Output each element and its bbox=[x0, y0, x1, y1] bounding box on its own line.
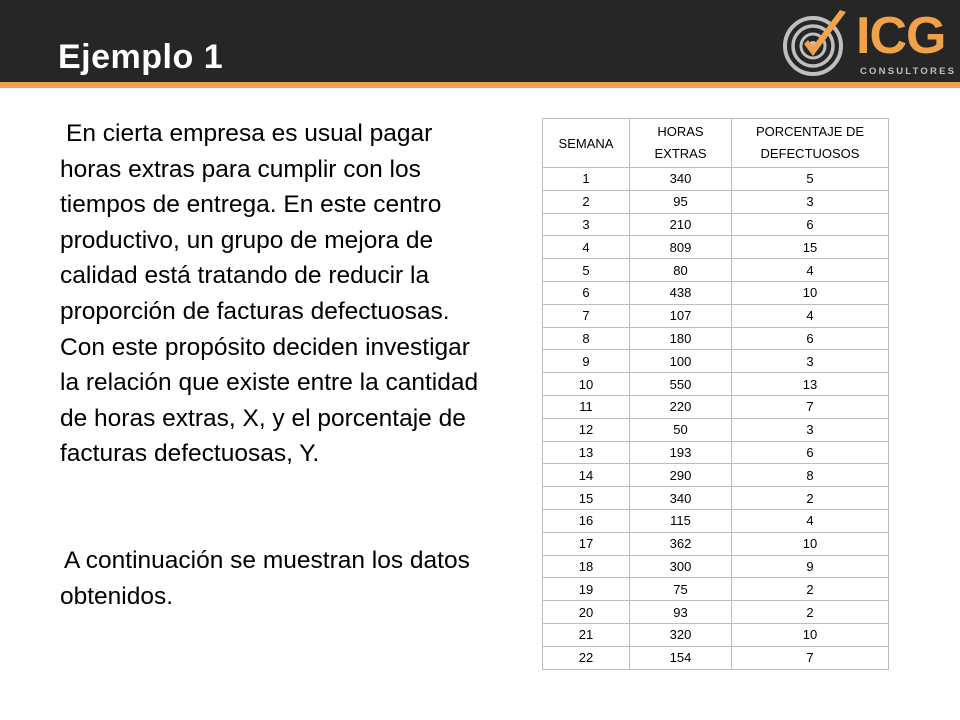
cell-week: 5 bbox=[543, 259, 630, 282]
header-overtime bbox=[630, 119, 732, 168]
table-row bbox=[543, 236, 889, 259]
paragraph-data-intro: A continuación se muestran los datos obtenidos. bbox=[60, 546, 470, 610]
table-row bbox=[543, 578, 889, 601]
table-row bbox=[543, 395, 889, 418]
cell-defects: 10 bbox=[732, 623, 889, 646]
cell-overtime: 93 bbox=[630, 601, 732, 624]
cell-defects: 5 bbox=[732, 168, 889, 191]
data-table-wrapper bbox=[542, 118, 889, 670]
body-text bbox=[60, 116, 490, 614]
table-row bbox=[543, 532, 889, 555]
cell-defects: 7 bbox=[732, 395, 889, 418]
cell-week: 7 bbox=[543, 304, 630, 327]
cell-defects: 3 bbox=[732, 190, 889, 213]
table-row bbox=[543, 601, 889, 624]
table-row bbox=[543, 646, 889, 669]
cell-defects: 4 bbox=[732, 259, 889, 282]
logo-letters: ICG bbox=[856, 7, 946, 65]
cell-defects: 3 bbox=[732, 350, 889, 373]
table-row bbox=[543, 441, 889, 464]
cell-week: 12 bbox=[543, 418, 630, 441]
header-overtime-line1: HORAS bbox=[657, 124, 704, 139]
table-row bbox=[543, 213, 889, 236]
cell-overtime: 80 bbox=[630, 259, 732, 282]
cell-overtime: 154 bbox=[630, 646, 732, 669]
cell-overtime: 95 bbox=[630, 190, 732, 213]
cell-overtime: 107 bbox=[630, 304, 732, 327]
cell-overtime: 340 bbox=[630, 487, 732, 510]
table-row bbox=[543, 418, 889, 441]
cell-overtime: 340 bbox=[630, 168, 732, 191]
table-row bbox=[543, 487, 889, 510]
cell-week: 20 bbox=[543, 601, 630, 624]
cell-overtime: 75 bbox=[630, 578, 732, 601]
cell-defects: 6 bbox=[732, 327, 889, 350]
cell-overtime: 550 bbox=[630, 373, 732, 396]
cell-week: 18 bbox=[543, 555, 630, 578]
table-row bbox=[543, 350, 889, 373]
cell-week: 21 bbox=[543, 623, 630, 646]
cell-overtime: 210 bbox=[630, 213, 732, 236]
cell-defects: 2 bbox=[732, 578, 889, 601]
slide-title: Ejemplo 1 bbox=[58, 38, 224, 76]
table-row bbox=[543, 281, 889, 304]
cell-defects: 4 bbox=[732, 304, 889, 327]
cell-week: 9 bbox=[543, 350, 630, 373]
target-icon bbox=[780, 6, 852, 78]
header-defects-line2: DEFECTUOSOS bbox=[760, 146, 860, 161]
cell-week: 11 bbox=[543, 395, 630, 418]
cell-overtime: 100 bbox=[630, 350, 732, 373]
logo-subtitle: CONSULTORES bbox=[860, 66, 957, 77]
cell-overtime: 809 bbox=[630, 236, 732, 259]
header-defects bbox=[732, 119, 889, 168]
header-week bbox=[543, 119, 630, 168]
cell-overtime: 438 bbox=[630, 281, 732, 304]
cell-week: 6 bbox=[543, 281, 630, 304]
cell-defects: 13 bbox=[732, 373, 889, 396]
table-row bbox=[543, 259, 889, 282]
cell-overtime: 115 bbox=[630, 509, 732, 532]
table-row bbox=[543, 190, 889, 213]
cell-week: 2 bbox=[543, 190, 630, 213]
table-row bbox=[543, 464, 889, 487]
cell-defects: 8 bbox=[732, 464, 889, 487]
cell-week: 22 bbox=[543, 646, 630, 669]
cell-week: 4 bbox=[543, 236, 630, 259]
cell-overtime: 180 bbox=[630, 327, 732, 350]
paragraph-intro: En cierta empresa es usual pagar horas extras para cumplir con los tiempos de entrega. En este centro productivo, un grupo de mejora de calidad está tratando de reducir la proporción de facturas defectuosas. Con este propósito deciden investigar la relación que existe entre la cantidad de horas extras, X, y el porcentaje de facturas defectuosas, Y. bbox=[60, 120, 479, 468]
header-week-label: SEMANA bbox=[558, 135, 614, 151]
table-row bbox=[543, 623, 889, 646]
cell-week: 8 bbox=[543, 327, 630, 350]
cell-overtime: 362 bbox=[630, 532, 732, 555]
company-logo bbox=[780, 4, 955, 80]
header-defects-line1: PORCENTAJE DE bbox=[755, 124, 865, 139]
table-body bbox=[543, 168, 889, 670]
cell-overtime: 220 bbox=[630, 395, 732, 418]
cell-defects: 10 bbox=[732, 532, 889, 555]
cell-defects: 9 bbox=[732, 555, 889, 578]
cell-week: 16 bbox=[543, 509, 630, 532]
table-row bbox=[543, 327, 889, 350]
cell-defects: 4 bbox=[732, 509, 889, 532]
cell-overtime: 193 bbox=[630, 441, 732, 464]
cell-week: 10 bbox=[543, 373, 630, 396]
cell-week: 14 bbox=[543, 464, 630, 487]
cell-defects: 2 bbox=[732, 601, 889, 624]
cell-defects: 2 bbox=[732, 487, 889, 510]
cell-week: 13 bbox=[543, 441, 630, 464]
cell-overtime: 300 bbox=[630, 555, 732, 578]
cell-overtime: 50 bbox=[630, 418, 732, 441]
slide-header bbox=[0, 0, 960, 82]
cell-week: 19 bbox=[543, 578, 630, 601]
data-table bbox=[542, 118, 889, 670]
table-row bbox=[543, 555, 889, 578]
cell-defects: 6 bbox=[732, 441, 889, 464]
cell-defects: 7 bbox=[732, 646, 889, 669]
table-row bbox=[543, 304, 889, 327]
cell-week: 1 bbox=[543, 168, 630, 191]
table-row bbox=[543, 509, 889, 532]
cell-defects: 6 bbox=[732, 213, 889, 236]
table-header-row bbox=[543, 119, 889, 168]
cell-defects: 3 bbox=[732, 418, 889, 441]
cell-defects: 15 bbox=[732, 236, 889, 259]
cell-week: 3 bbox=[543, 213, 630, 236]
header-overtime-line2: EXTRAS bbox=[654, 146, 707, 161]
cell-defects: 10 bbox=[732, 281, 889, 304]
header-accent-line bbox=[0, 82, 960, 88]
cell-overtime: 320 bbox=[630, 623, 732, 646]
table-row bbox=[543, 373, 889, 396]
cell-overtime: 290 bbox=[630, 464, 732, 487]
table-row bbox=[543, 168, 889, 191]
cell-week: 17 bbox=[543, 532, 630, 555]
cell-week: 15 bbox=[543, 487, 630, 510]
